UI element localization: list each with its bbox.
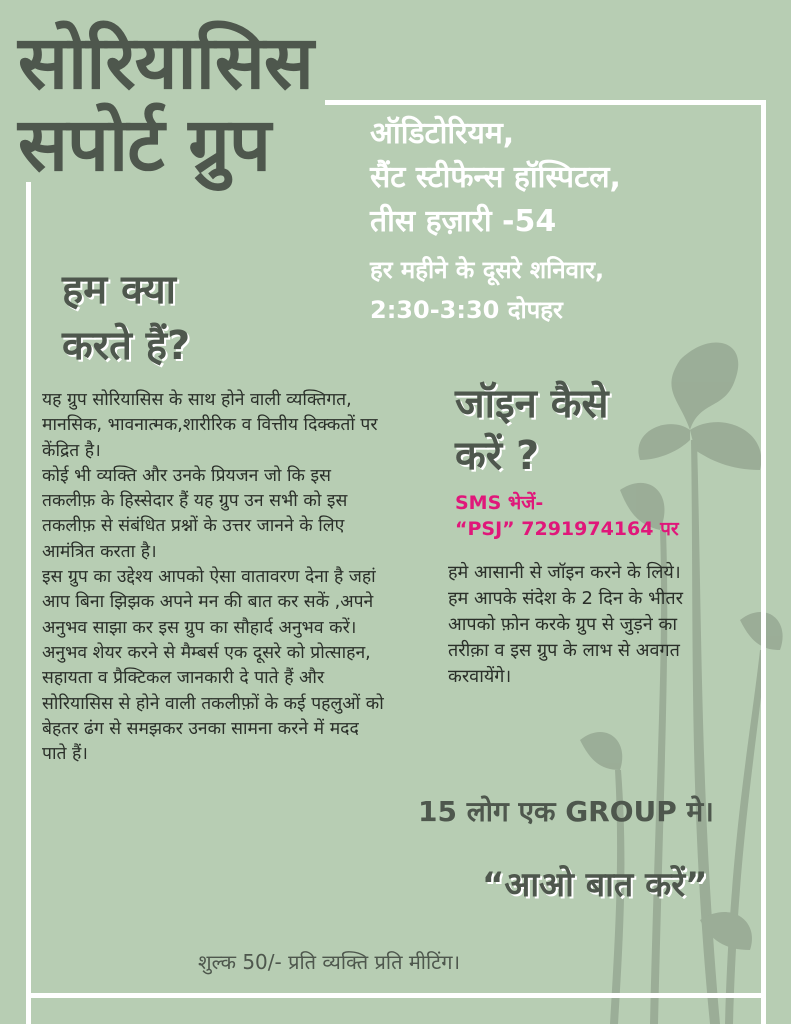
join-heading-line-1: जॉइन कैसे — [455, 381, 609, 427]
sms-line-2: “PSJ” 7291974164 पर — [455, 518, 679, 540]
tagline: “आओ बात करें” — [482, 865, 708, 905]
schedule-time: 2:30-3:30 दोपहर — [370, 296, 563, 324]
fee-text: शुल्क 50/- प्रति व्यक्ति प्रति मीटिंग। — [198, 950, 461, 974]
frame-left-line — [26, 182, 31, 1024]
venue-line-1: ऑडिटोरियम, — [370, 116, 515, 151]
what-paragraph-2: कोई भी व्यक्ति और उनके प्रियजन जो कि इस तकलीफ़ के हिस्सेदार हैं यह ग्रुप उन सभी को इस तकलीफ़ से संबंधित प्रश्नों के उत्तर जानने के लिए आमंत्रित करता है। — [42, 465, 348, 562]
title-line-1: सोरियासिस — [18, 20, 313, 106]
what-paragraph-3: इस ग्रुप का उद्देश्य आपको ऐसा वातावरण देना है जहां आप बिना झिझक अपने मन की बात कर सकें ,अपने अनुभव साझा कर इस ग्रुप का सौहार्द अनुभव करें। — [42, 567, 376, 638]
what-we-do-text — [42, 388, 387, 767]
join-heading-line-2: करें ? — [455, 433, 540, 479]
sms-line-1: SMS भेजें- — [455, 492, 544, 514]
what-we-do-heading — [62, 262, 190, 374]
group-size-text: 15 लोग एक GROUP मे। — [418, 795, 714, 828]
frame-bottom-line — [26, 993, 766, 998]
how-to-join-heading — [455, 378, 609, 482]
title-line-2: सपोर्ट ग्रुप — [18, 102, 271, 188]
what-heading-line-2: करते हैं? — [62, 323, 191, 369]
schedule-day: हर महीने के दूसरे शनिवार, — [370, 256, 605, 284]
venue-line-3: तीस हज़ारी -54 — [370, 204, 557, 239]
venue-address — [370, 112, 621, 244]
what-heading-line-1: हम क्या — [62, 267, 177, 313]
what-paragraph-4: अनुभव शेयर करने से मैम्बर्स एक दूसरे को प्रोत्साहन, सहायता व प्रैक्टिकल जानकारी दे पाते हैं और सोरियासिस से होने वाली तकलीफ़ों के कई पहलुओं को बेहतर ढंग से समझकर उनका सामना करने में मदद पाते हैं। — [42, 642, 384, 765]
what-paragraph-1: यह ग्रुप सोरियासिस के साथ होने वाली व्यक्तिगत, मानसिक, भावनात्मक,शारीरिक व वित्तीय दिक्कतों पर केंद्रित है। — [42, 390, 378, 461]
frame-top-line — [325, 100, 766, 105]
join-paragraph-2: हम आपके संदेश के 2 दिन के भीतर आपको फ़ोन करके ग्रुप से जुड़ने का तरीक़ा व इस ग्रुप के लाभ से अवगत करवायेंगे। — [448, 588, 684, 687]
venue-line-2: सैंट स्टीफेन्स हॉस्पिटल, — [370, 160, 621, 195]
frame-right-line — [761, 100, 766, 1024]
join-paragraph-1: हमे आसानी से जॉइन करने के लिये। — [448, 562, 681, 583]
meeting-schedule — [370, 250, 604, 330]
page-title — [18, 22, 313, 186]
how-to-join-text — [448, 560, 718, 690]
sms-instructions — [455, 490, 679, 542]
